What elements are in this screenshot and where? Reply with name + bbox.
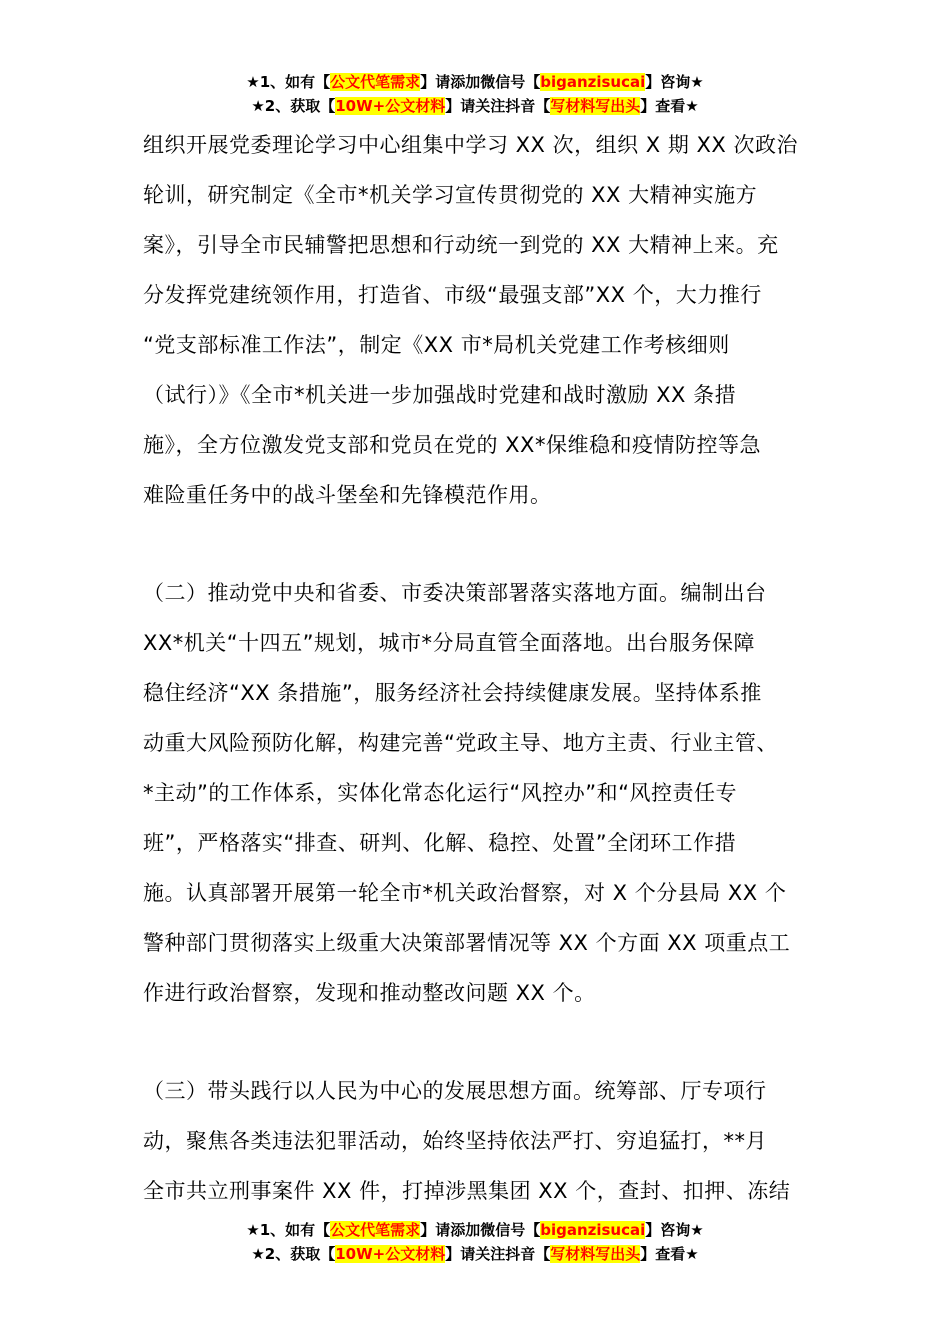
text-line: 轮训，研究制定《全市*机关学习宣传贯彻党的 XX 大精神实施方 (143, 183, 758, 207)
text-line: *主动”的工作体系，实体化常态化运行“风控办”和“风控责任专 (143, 781, 738, 805)
banner-highlight: 10W+公文材料 (335, 97, 446, 115)
text-line: （试行）》《全市*机关进一步加强战时党建和战时激励 XX 条措 (143, 383, 737, 407)
text-line: 案》，引导全市民辅警把思想和行动统一到党的 XX 大精神上来。充 (143, 233, 779, 257)
text-line: 动重大风险预防化解，构建完善“党政主导、地方主责、行业主管、 (143, 731, 778, 755)
banner-line-2 (0, 94, 950, 118)
text-line: 全市共立刑事案件 XX 件，打掉涉黑集团 XX 个，查封、扣押、冻结 (143, 1179, 791, 1203)
text-line: “党支部标准工作法”，制定《XX 市*局机关党建工作考核细则 (143, 333, 730, 357)
banner-text: ★1、如有【 (246, 1221, 331, 1239)
text-line: 分发挥党建统领作用，打造省、市级“最强支部”XX 个，大力推行 (143, 283, 762, 307)
banner-highlight: 公文代笔需求 (330, 73, 421, 91)
banner-line-1 (0, 70, 950, 94)
text-line: 动，聚焦各类违法犯罪活动，始终坚持依法严打、穷追猛打，**月 (143, 1129, 767, 1153)
banner-highlight: 写材料写出头 (550, 97, 641, 115)
banner-text: ★2、获取【 (251, 1245, 336, 1263)
banner-text: ★1、如有【 (246, 73, 331, 91)
paragraph-1 (143, 120, 813, 520)
text-line: 施》，全方位激发党支部和党员在党的 XX*保维稳和疫情防控等急 (143, 433, 761, 457)
banner-text: 】查看★ (640, 97, 699, 115)
banner-text: 】咨询★ (645, 1221, 704, 1239)
banner-text: 】请关注抖音【 (445, 97, 551, 115)
paragraph-3 (143, 1066, 813, 1216)
text-line: 组织开展党委理论学习中心组集中学习 XX 次，组织 X 期 XX 次政治 (143, 133, 798, 157)
banner-highlight: 10W+公文材料 (335, 1245, 446, 1263)
banner-line-2 (0, 1242, 950, 1266)
text-line: （三）带头践行以人民为中心的发展思想方面。统筹部、厅专项行 (143, 1079, 767, 1103)
text-line: 警种部门贯彻落实上级重大决策部署情况等 XX 个方面 XX 项重点工 (143, 931, 791, 955)
banner-highlight: biganzisucai (540, 73, 646, 91)
bottom-banner (0, 1218, 950, 1266)
text-line: 班”，严格落实“排查、研判、化解、稳控、处置”全闭环工作措 (143, 831, 737, 855)
text-line: 作进行政治督察，发现和推动整改问题 XX 个。 (143, 981, 596, 1005)
text-line: 难险重任务中的战斗堡垒和先锋模范作用。 (143, 483, 552, 507)
top-banner (0, 70, 950, 118)
banner-text: 】咨询★ (645, 73, 704, 91)
text-line: （二）推动党中央和省委、市委决策部署落实落地方面。编制出台 (143, 581, 767, 605)
banner-text: 】请关注抖音【 (445, 1245, 551, 1263)
banner-text: 】请添加微信号【 (420, 73, 541, 91)
banner-highlight: 公文代笔需求 (330, 1221, 421, 1239)
text-line: 稳住经济“XX 条措施”，服务经济社会持续健康发展。坚持体系推 (143, 681, 762, 705)
paragraph-2 (143, 568, 813, 1018)
banner-text: 】请添加微信号【 (420, 1221, 541, 1239)
banner-line-1 (0, 1218, 950, 1242)
banner-text: 】查看★ (640, 1245, 699, 1263)
banner-highlight: biganzisucai (540, 1221, 646, 1239)
banner-highlight: 写材料写出头 (550, 1245, 641, 1263)
banner-text: ★2、获取【 (251, 97, 336, 115)
text-line: 施。认真部署开展第一轮全市*机关政治督察，对 X 个分县局 XX 个 (143, 881, 787, 905)
text-line: XX*机关“十四五”规划，城市*分局直管全面落地。出台服务保障 (143, 631, 756, 655)
